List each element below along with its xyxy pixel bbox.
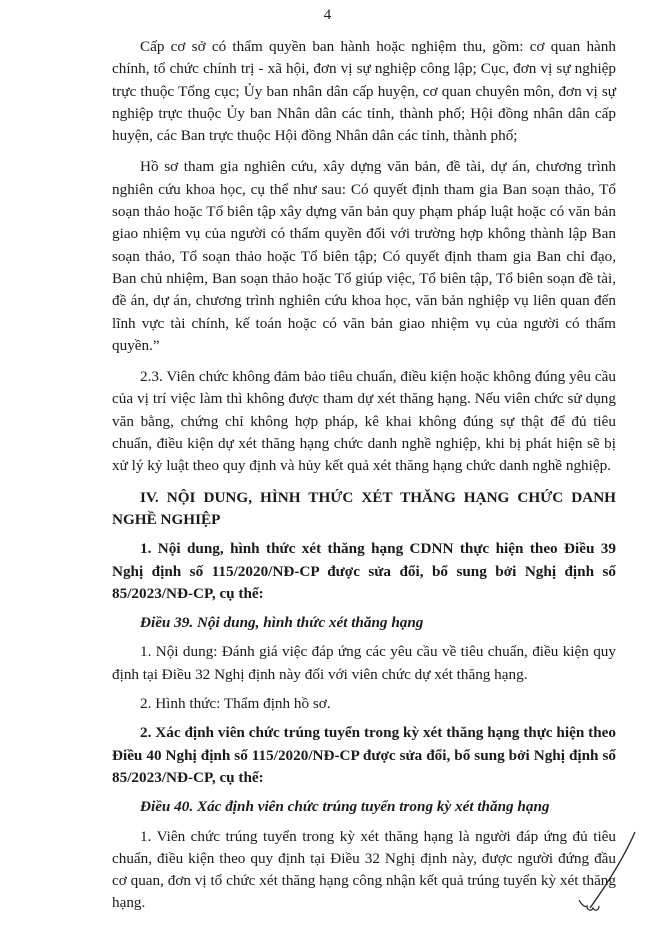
- article-39-title: Điều 39. Nội dung, hình thức xét thăng hạng: [140, 614, 424, 632]
- initial-signature-mark: [565, 830, 640, 920]
- page-number: 4: [323, 7, 332, 23]
- document-body: [112, 36, 616, 915]
- item-1-heading: 1. Nội dung, hình thức xét thăng hạng CDNN thực hiện theo Điều 39 Nghị định số 115/2020/NĐ-CP được sửa đổi, bổ sung bởi Nghị định số 85/2023/NĐ-CP, cụ thể:: [112, 540, 616, 602]
- item-2-heading: 2. Xác định viên chức trúng tuyển trong kỳ xét thăng hạng thực hiện theo Điều 40 Nghị định số 115/2020/NĐ-CP được sửa đổi, bổ sung bởi Nghị định số 85/2023/NĐ-CP, cụ thể:: [112, 724, 616, 786]
- paragraph-authority-levels: Cấp cơ sở có thẩm quyền ban hành hoặc nghiệm thu, gồm: cơ quan hành chính, tổ chức chính trị - xã hội, đơn vị sự nghiệp công lập; Cục, đơn vị sự nghiệp trực thuộc Tổng cục; Ủy ban nhân dân cấp huyện, cơ quan chuyên môn, đơn vị sự nghiệp trực thuộc Ủy ban Nhân dân các tỉnh, thành phố; Hội đồng nhân dân cấp huyện, các Ban trực thuộc Hội đồng Nhân dân các tỉnh, thành phố;: [112, 38, 616, 145]
- paragraph-2-3-ineligibility: 2.3. Viên chức không đảm bảo tiêu chuẩn, điều kiện hoặc không đúng yêu cầu của vị trí việc làm thì không được tham dự xét thăng hạng. Nếu viên chức sử dụng văn bằng, chứng chỉ không hợp pháp, kê khai không đúng sự thật để đủ tiêu chuẩn, điều kiện dự xét thăng hạng chức danh nghề nghiệp, khi bị phát hiện sẽ bị xử lý kỷ luật theo quy định và hủy kết quả xét thăng hạng chức danh nghề nghiệp.: [112, 368, 616, 475]
- article-40-item-1: 1. Viên chức trúng tuyển trong kỳ xét thăng hạng là người đáp ứng đủ tiêu chuẩn, điều kiện theo quy định tại Điều 32 Nghị định này, được người đứng đầu cơ quan, đơn vị tổ chức xét thăng hạng công nhận kết quả trúng tuyển kỳ xét thăng hạng.: [112, 827, 616, 912]
- article-40-title: Điều 40. Xác định viên chức trúng tuyển trong kỳ xét thăng hạng: [140, 798, 550, 816]
- article-39-item-2: 2. Hình thức: Thẩm định hồ sơ.: [140, 695, 331, 713]
- section-heading-iv: IV. NỘI DUNG, HÌNH THỨC XÉT THĂNG HẠNG CHỨC DANH NGHỀ NGHIỆP: [112, 488, 616, 528]
- article-39-item-1: 1. Nội dung: Đánh giá việc đáp ứng các yêu cầu về tiêu chuẩn, điều kiện quy định tại Điều 32 Nghị định này đối với viên chức dự xét thăng hạng.: [112, 643, 616, 683]
- paragraph-research-records: Hồ sơ tham gia nghiên cứu, xây dựng văn bản, đề tài, dự án, chương trình nghiên cứu khoa học, cụ thể như sau: Có quyết định tham gia Ban soạn thảo, Tổ soạn thảo hoặc Tổ biên tập xây dựng văn bản quy phạm pháp luật hoặc có văn bản giao nhiệm vụ của người có thẩm quyền đối với trường hợp không thành lập Ban soạn thảo, Tổ soạn thảo hoặc Tổ biên tập; Có quyết định tham gia Ban chỉ đạo, Ban chủ nhiệm, Ban soạn thảo hoặc Tổ giúp việc, Tổ biên tập, Tổ biên soạn đề tài, đề án, dự án, chương trình nghiên cứu khoa học, văn bản nghiệp vụ liên quan đến lĩnh vực tài chính, kế toán hoặc có văn bản giao nhiệm vụ của người có thẩm quyền.”: [112, 158, 616, 354]
